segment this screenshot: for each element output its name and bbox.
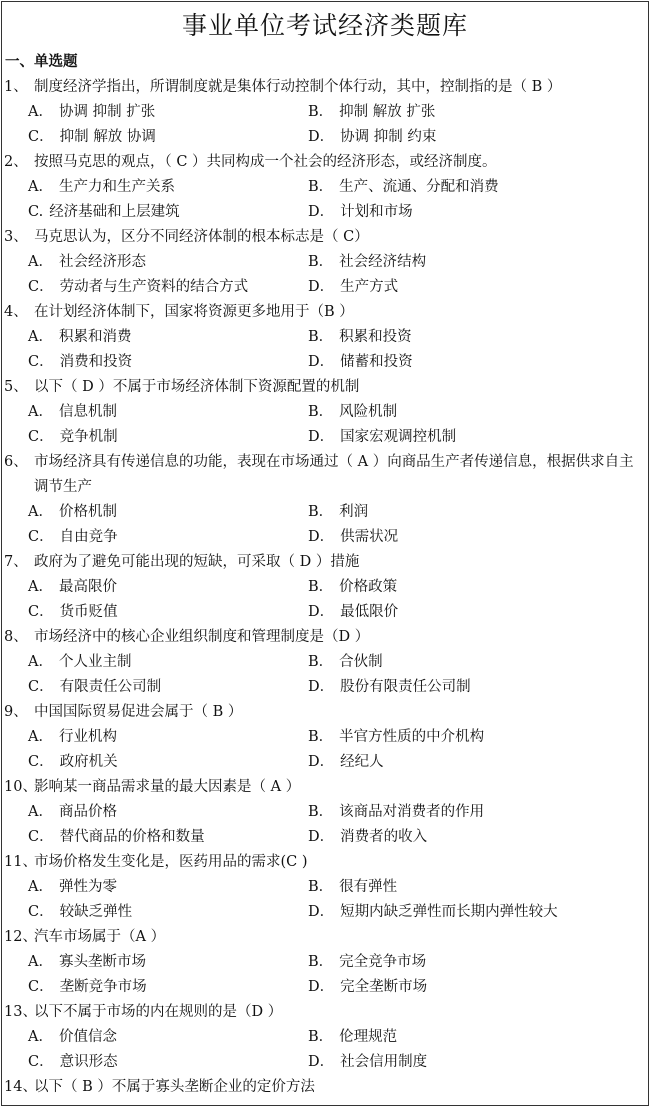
option-text: 储蓄和投资: [340, 354, 413, 370]
option-row: [2, 525, 648, 550]
answer-option: [2, 350, 308, 375]
option-text: 寡头垄断市场: [58, 954, 146, 970]
option-row: [2, 100, 648, 125]
answer-option: [2, 725, 308, 750]
answer-option: [308, 275, 398, 300]
answer-option: [2, 125, 308, 150]
option-text: 社会经济结构: [339, 254, 427, 270]
option-text: 较缺乏弹性: [59, 904, 133, 920]
answer-option: [2, 800, 308, 825]
option-row: [2, 350, 648, 375]
option-letter: B．: [308, 804, 334, 820]
option-text: 社会信用制度: [340, 1054, 428, 1070]
question-stem: [2, 375, 648, 400]
question-number: 1、: [4, 79, 28, 95]
answer-option: [2, 875, 308, 900]
question-stem: [2, 450, 648, 500]
question-number: 14、: [4, 1079, 37, 1095]
question-text: 制度经济学指出，所谓制度就是集体行动控制个体行动，其中，控制指的是（ B ）: [34, 79, 562, 95]
answer-option: [2, 525, 308, 550]
question-text: 汽车市场属于（A ）: [34, 929, 166, 945]
option-text: 经纪人: [340, 754, 384, 770]
answer-option: [308, 825, 427, 850]
question-item: [2, 1000, 648, 1075]
option-text: 该商品对消费者的作用: [339, 804, 485, 820]
question-item: [2, 225, 648, 300]
answer-option: [308, 325, 412, 350]
option-letter: B．: [308, 179, 334, 195]
question-list: [2, 75, 648, 1100]
option-text: 最高限价: [58, 579, 117, 595]
option-letter: B．: [308, 879, 334, 895]
option-text: 风险机制: [339, 404, 398, 420]
question-text: 影响某一商品需求量的最大因素是（ A ）: [34, 779, 301, 795]
answer-option: [2, 825, 308, 850]
question-text: 市场经济中的核心企业组织制度和管理制度是（D ）: [34, 629, 370, 645]
option-row: [2, 750, 648, 775]
answer-option: [308, 500, 368, 525]
option-text: 经济基础和上层建筑: [49, 204, 180, 220]
option-text: 积累和消费: [58, 329, 132, 345]
question-text: 以下（ B ）不属于寡头垄断企业的定价方法: [34, 1079, 315, 1095]
option-row: [2, 275, 648, 300]
option-text: 商品价格: [58, 804, 117, 820]
answer-option: [308, 725, 484, 750]
question-item: [2, 375, 648, 450]
option-row: [2, 125, 648, 150]
answer-option: [308, 1025, 397, 1050]
option-text: 最低限价: [340, 604, 399, 620]
answer-option: [308, 900, 558, 925]
answer-option: [308, 675, 471, 700]
option-letter: B．: [308, 729, 334, 745]
question-text: 以下（ D ）不属于市场经济体制下资源配置的机制: [34, 379, 360, 395]
option-row: [2, 500, 648, 525]
option-letter: A．: [28, 879, 53, 895]
option-letter: B．: [308, 254, 334, 270]
option-text: 消费者的收入: [340, 829, 428, 845]
option-text: 合伙制: [339, 654, 383, 670]
option-letter: A．: [28, 179, 53, 195]
question-stem: [2, 1000, 648, 1025]
option-letter: A．: [28, 104, 53, 120]
option-letter: D．: [308, 279, 335, 295]
option-row: [2, 425, 648, 450]
option-letter: D．: [308, 529, 335, 545]
question-stem: [2, 225, 648, 250]
option-letter: C．: [28, 679, 54, 695]
answer-option: [2, 500, 308, 525]
question-item: [2, 1075, 648, 1100]
question-stem: [2, 550, 648, 575]
answer-option: [2, 975, 308, 1000]
question-item: [2, 850, 648, 925]
option-row: [2, 400, 648, 425]
option-text: 货币贬值: [59, 604, 118, 620]
option-letter: B．: [308, 504, 334, 520]
option-text: 抑制 解放 协调: [59, 129, 156, 145]
question-text: 以下不属于市场的内在规则的是（D ）: [34, 1004, 283, 1020]
answer-option: [308, 575, 397, 600]
option-row: [2, 900, 648, 925]
option-row: [2, 825, 648, 850]
option-text: 协调 抑制 约束: [340, 129, 437, 145]
answer-option: [308, 175, 499, 200]
option-letter: C．: [28, 904, 54, 920]
answer-option: [308, 650, 383, 675]
question-item: [2, 75, 648, 150]
answer-option: [2, 1050, 308, 1075]
option-letter: D．: [308, 1054, 335, 1070]
option-text: 生产方式: [340, 279, 399, 295]
option-letter: B．: [308, 954, 334, 970]
question-stem: [2, 75, 648, 100]
option-letter: B．: [308, 104, 334, 120]
option-letter: D．: [308, 679, 335, 695]
answer-option: [308, 1050, 427, 1075]
option-row: [2, 725, 648, 750]
answer-option: [2, 325, 308, 350]
option-letter: B．: [308, 579, 334, 595]
option-letter: D．: [308, 129, 335, 145]
question-number: 4、: [4, 304, 28, 320]
option-letter: B．: [308, 404, 334, 420]
answer-option: [2, 400, 308, 425]
question-text: 在计划经济体制下，国家将资源更多地用于（B ）: [34, 304, 354, 320]
option-letter: D．: [308, 904, 335, 920]
option-text: 抑制 解放 扩张: [339, 104, 436, 120]
option-letter: A．: [28, 404, 53, 420]
option-letter: C.: [28, 204, 44, 220]
option-letter: B．: [308, 654, 334, 670]
question-stem: [2, 625, 648, 650]
option-text: 垄断竞争市场: [59, 979, 147, 995]
option-text: 国家宏观调控机制: [340, 429, 457, 445]
option-text: 积累和投资: [339, 329, 412, 345]
option-text: 完全竞争市场: [339, 954, 427, 970]
answer-option: [2, 1025, 308, 1050]
option-text: 生产、流通、分配和消费: [339, 179, 499, 195]
question-number: 10、: [4, 779, 37, 795]
answer-option: [2, 175, 308, 200]
answer-option: [308, 400, 397, 425]
option-letter: B．: [308, 329, 334, 345]
option-row: [2, 975, 648, 1000]
option-text: 计划和市场: [340, 204, 413, 220]
option-text: 价值信念: [58, 1029, 117, 1045]
option-letter: C．: [28, 529, 54, 545]
option-letter: C．: [28, 604, 54, 620]
question-item: [2, 300, 648, 375]
answer-option: [2, 100, 308, 125]
question-text: 中国国际贸易促进会属于（ B ）: [34, 704, 243, 720]
option-letter: D．: [308, 604, 335, 620]
option-letter: C．: [28, 429, 54, 445]
option-letter: A．: [28, 329, 53, 345]
section-heading: 一、单选题: [5, 54, 78, 70]
option-letter: C．: [28, 829, 54, 845]
option-text: 半官方性质的中介机构: [339, 729, 485, 745]
option-text: 利润: [339, 504, 369, 520]
option-letter: A．: [28, 804, 53, 820]
option-letter: C．: [28, 279, 54, 295]
answer-option: [308, 100, 435, 125]
option-text: 社会经济形态: [58, 254, 146, 270]
option-letter: D．: [308, 354, 335, 370]
option-letter: A．: [28, 954, 53, 970]
question-item: [2, 150, 648, 225]
option-text: 股份有限责任公司制: [340, 679, 471, 695]
question-item: [2, 700, 648, 775]
option-letter: C．: [28, 1054, 54, 1070]
question-number: 6、: [4, 454, 28, 470]
question-number: 3、: [4, 229, 28, 245]
option-row: [2, 950, 648, 975]
option-text: 供需状况: [340, 529, 399, 545]
question-number: 11、: [4, 854, 37, 870]
option-text: 很有弹性: [339, 879, 398, 895]
option-letter: D．: [308, 754, 335, 770]
question-number: 2、: [4, 154, 28, 170]
question-item: [2, 450, 648, 550]
option-row: [2, 175, 648, 200]
option-letter: A．: [28, 654, 53, 670]
question-number: 12、: [4, 929, 37, 945]
answer-option: [2, 575, 308, 600]
question-item: [2, 625, 648, 700]
option-row: [2, 1025, 648, 1050]
option-text: 竞争机制: [59, 429, 118, 445]
option-letter: C．: [28, 129, 54, 145]
option-text: 意识形态: [59, 1054, 118, 1070]
question-text: 政府为了避免可能出现的短缺，可采取（ D ）措施: [34, 554, 360, 570]
option-letter: D．: [308, 829, 335, 845]
option-row: [2, 675, 648, 700]
option-text: 个人业主制: [58, 654, 132, 670]
question-stem: [2, 925, 648, 950]
option-text: 劳动者与生产资料的结合方式: [59, 279, 249, 295]
answer-option: [2, 675, 308, 700]
answer-option: [308, 200, 413, 225]
option-row: [2, 575, 648, 600]
option-row: [2, 650, 648, 675]
answer-option: [308, 525, 398, 550]
answer-option: [308, 250, 426, 275]
option-letter: D．: [308, 429, 335, 445]
option-row: [2, 250, 648, 275]
question-text: 按照马克思的观点，（ C ）共同构成一个社会的经济形态，或经济制度。: [34, 154, 497, 170]
answer-option: [308, 975, 427, 1000]
option-letter: B．: [308, 1029, 334, 1045]
option-text: 价格政策: [339, 579, 398, 595]
answer-option: [308, 800, 484, 825]
answer-option: [2, 950, 308, 975]
option-text: 有限责任公司制: [59, 679, 162, 695]
option-text: 信息机制: [58, 404, 117, 420]
option-text: 价格机制: [58, 504, 117, 520]
answer-option: [308, 425, 456, 450]
question-stem: [2, 1075, 648, 1100]
question-text: 马克思认为，区分不同经济体制的根本标志是（ C）: [34, 229, 369, 245]
answer-option: [2, 650, 308, 675]
option-row: [2, 325, 648, 350]
option-text: 政府机关: [59, 754, 118, 770]
option-letter: A．: [28, 729, 53, 745]
answer-option: [2, 900, 308, 925]
answer-option: [308, 600, 398, 625]
option-text: 生产力和生产关系: [58, 179, 175, 195]
option-text: 伦理规范: [339, 1029, 398, 1045]
question-number: 7、: [4, 554, 28, 570]
option-row: [2, 600, 648, 625]
question-text: 市场经济具有传递信息的功能，表现在市场通过（ A ）向商品生产者传递信息，根据供求自主调节生产: [34, 454, 634, 495]
answer-option: [308, 950, 426, 975]
option-letter: A．: [28, 504, 53, 520]
option-text: 完全垄断市场: [340, 979, 428, 995]
answer-option: [2, 275, 308, 300]
question-number: 9、: [4, 704, 28, 720]
option-text: 消费和投资: [59, 354, 133, 370]
option-letter: A．: [28, 1029, 53, 1045]
question-stem: [2, 150, 648, 175]
question-number: 5、: [4, 379, 28, 395]
question-stem: [2, 300, 648, 325]
option-row: [2, 200, 648, 225]
question-stem: [2, 775, 648, 800]
answer-option: [2, 250, 308, 275]
answer-option: [308, 750, 384, 775]
question-number: 13、: [4, 1004, 37, 1020]
option-letter: A．: [28, 254, 53, 270]
option-letter: C．: [28, 979, 54, 995]
option-text: 行业机构: [58, 729, 117, 745]
option-text: 替代商品的价格和数量: [59, 829, 205, 845]
question-number: 8、: [4, 629, 28, 645]
answer-option: [2, 750, 308, 775]
option-letter: C．: [28, 754, 54, 770]
option-text: 自由竞争: [59, 529, 118, 545]
option-text: 弹性为零: [58, 879, 117, 895]
option-letter: D．: [308, 204, 335, 220]
answer-option: [308, 875, 397, 900]
option-letter: A．: [28, 579, 53, 595]
answer-option: [308, 125, 436, 150]
question-stem: [2, 700, 648, 725]
question-item: [2, 550, 648, 625]
option-letter: D．: [308, 979, 335, 995]
option-text: 协调 抑制 扩张: [58, 104, 156, 120]
answer-option: [2, 600, 308, 625]
question-item: [2, 775, 648, 850]
document-title: 事业单位考试经济类题库: [181, 11, 468, 40]
answer-option: [308, 350, 413, 375]
option-row: [2, 800, 648, 825]
option-row: [2, 875, 648, 900]
option-text: 短期内缺乏弹性而长期内弹性较大: [340, 904, 558, 920]
option-letter: C．: [28, 354, 54, 370]
answer-option: [2, 200, 308, 225]
document-page: [1, 1, 649, 1106]
option-row: [2, 1050, 648, 1075]
question-text: 市场价格发生变化是，医药用品的需求(C ): [34, 854, 308, 870]
question-stem: [2, 850, 648, 875]
answer-option: [2, 425, 308, 450]
question-item: [2, 925, 648, 1000]
